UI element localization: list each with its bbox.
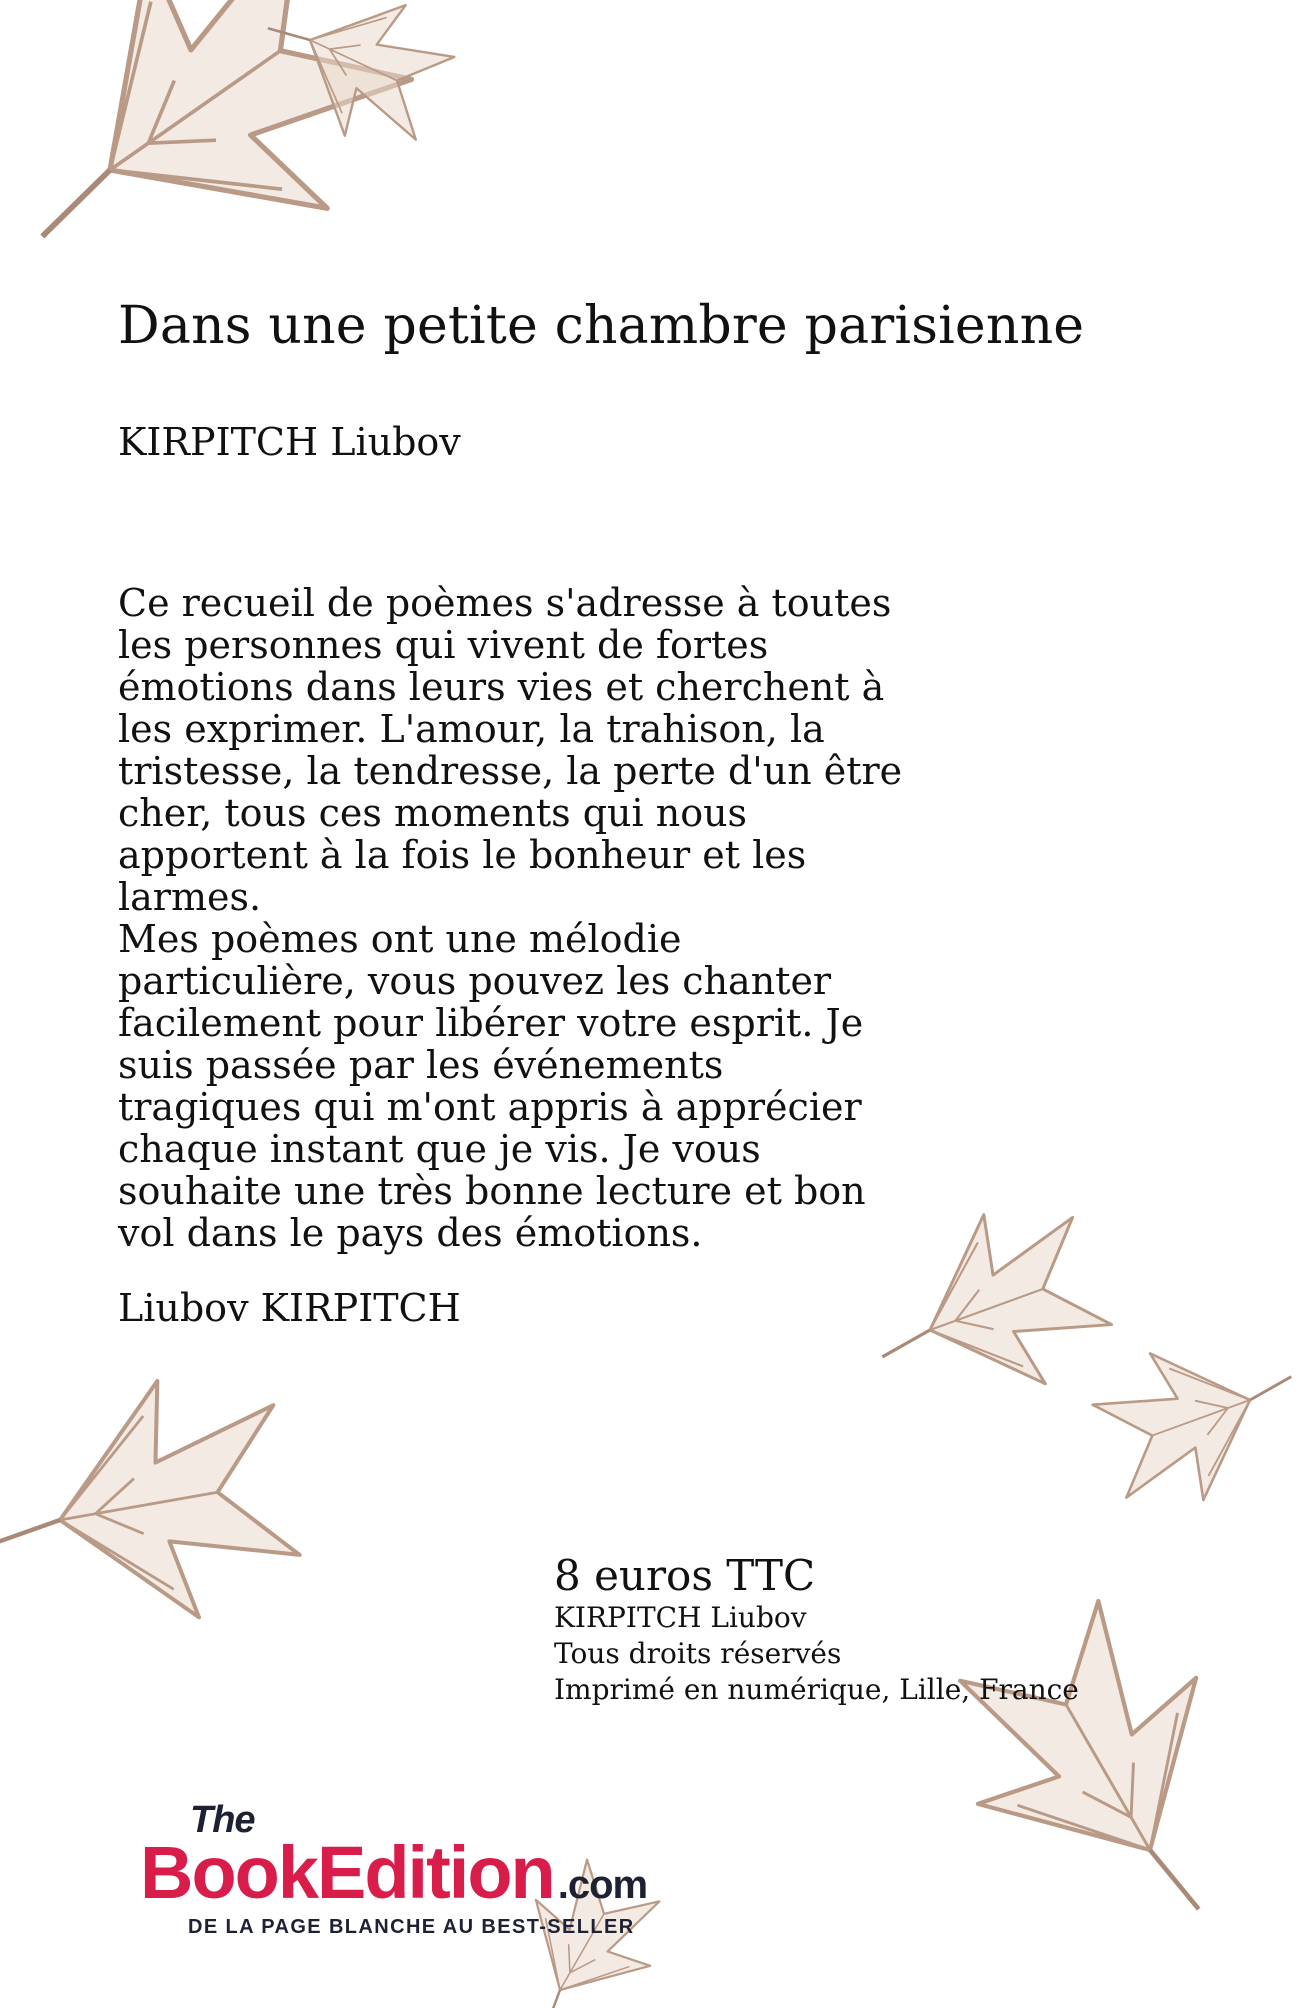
price: 8 euros TTC — [554, 1551, 816, 1600]
colophon — [554, 1552, 1079, 1708]
description-paragraph: Mes poèmes ont une mélodie particulière, vous pouvez les chanter facilement pour libérer votre esprit. Je suis passée par les événements tragiques qui m'ont appris à apprécier chaque instant que je vis. Je vous souhaite une très bonne lecture et bon vol dans le pays des émotions. — [118, 917, 866, 1255]
author-signature: Liubov KIRPITCH — [118, 1286, 461, 1330]
logo-the: The — [190, 1799, 255, 1841]
logo-name: BookEdition — [140, 1831, 554, 1914]
description-paragraph: Ce recueil de poèmes s'adresse à toutes les personnes qui vivent de fortes émotions dans leurs vies et cherchent à les exprimer. L'amour, la trahison, la tristesse, la tendresse, la perte d'un être cher, tous ces moments qui nous apportent à la fois le bonheur et les larmes. — [118, 581, 903, 919]
colophon-author: KIRPITCH Liubov — [554, 1601, 807, 1634]
book-description — [118, 582, 978, 1254]
logo-wordmark — [140, 1830, 647, 1915]
print-info: Imprimé en numérique, Lille, France — [554, 1673, 1079, 1706]
logo-domain: .com — [557, 1863, 648, 1907]
book-author: KIRPITCH Liubov — [118, 420, 461, 464]
rights-notice: Tous droits réservés — [554, 1637, 842, 1670]
logo-tagline: DE LA PAGE BLANCHE AU BEST-SELLER — [188, 1916, 635, 1938]
book-title: Dans une petite chambre parisienne — [118, 296, 1085, 356]
